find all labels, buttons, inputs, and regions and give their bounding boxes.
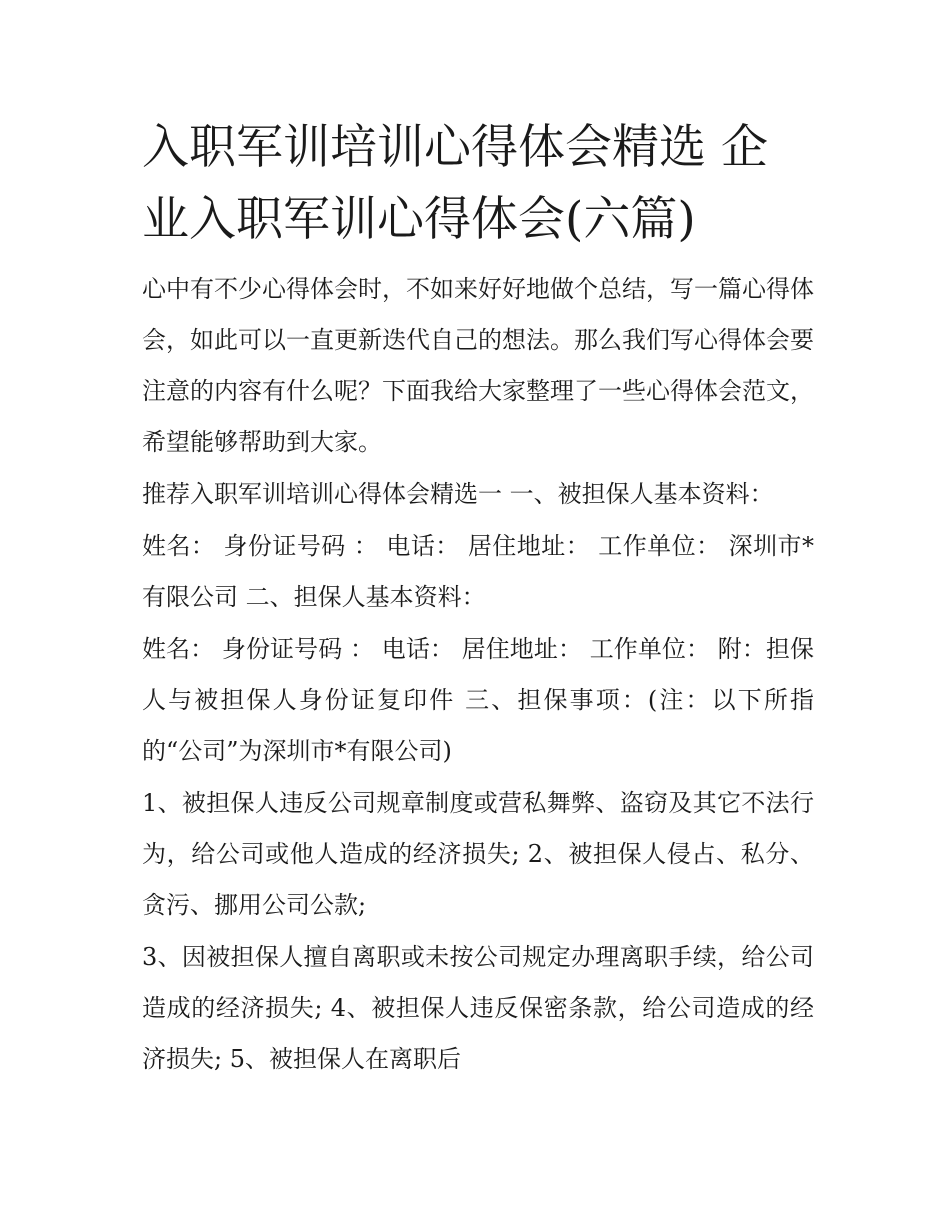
paragraph-items-1-2: 1、被担保人违反公司规章制度或营私舞弊、盗窃及其它不法行为，给公司或他人造成的经济损失; 2、被担保人侵占、私分、贪污、挪用公司公款; <box>142 789 814 919</box>
paragraph-items-3-5: 3、因被担保人擅自离职或未按公司规定办理离职手续，给公司造成的经济损失; 4、被担保人违反保密条款，给公司造成的经济损失; 5、被担保人在离职后 <box>142 943 814 1073</box>
paragraph-guarantor-info: 姓名： 身份证号码 ： 电话： 居住地址： 工作单位： 附：担保人与被担保人身份证复印件 三、担保事项：(注：以下所指的“公司”为深圳市*有限公司) <box>142 635 814 765</box>
paragraph-intro: 心中有不少心得体会时，不如来好好地做个总结，写一篇心得体会，如此可以一直更新迭代自己的想法。那么我们写心得体会要注意的内容有什么呢？下面我给大家整理了一些心得体会范文，希望能够帮助到大家。 <box>142 275 814 456</box>
document-page <box>142 112 814 1086</box>
paragraph-recommend: 推荐入职军训培训心得体会精选一 一、被担保人基本资料： <box>142 480 774 508</box>
paragraph-guaranteed-info: 姓名： 身份证号码 ： 电话： 居住地址： 工作单位： 深圳市*有限公司 二、担保人基本资料： <box>142 532 814 611</box>
document-title: 入职军训培训心得体会精选 企业入职军训心得体会(六篇) <box>142 120 768 247</box>
